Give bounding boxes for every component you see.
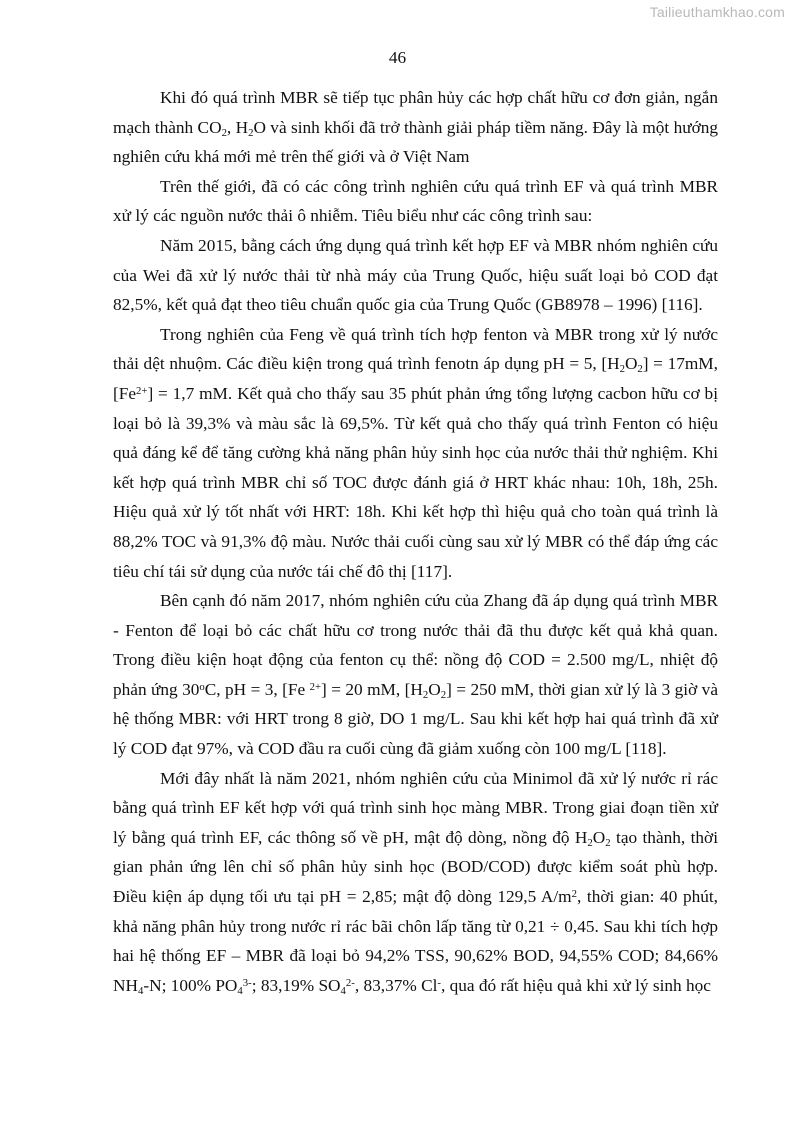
- superscript: o: [199, 681, 205, 694]
- text-run: O: [428, 679, 441, 699]
- text-run: O và sinh khối đã trở thành giải pháp tiềm năng. Đây là một hướng nghiên cứu khá mới mẻ trên thế giới và ở Việt Nam: [113, 117, 718, 167]
- page-number: 46: [388, 48, 407, 67]
- superscript: 3-: [242, 977, 252, 989]
- text-run: ] = 20 mM, [H: [321, 679, 423, 699]
- watermark: Tailieuthamkhao.com: [649, 4, 785, 20]
- text-run: Trên thế giới, đã có các công trình nghiên cứu quá trình EF và quá trình MBR xử lý các nguồn nước thải ô nhiễm. Tiêu biểu như các công trình sau:: [113, 176, 718, 226]
- text-run: Bên cạnh đó năm 2017, nhóm nghiên cứu của Zhang đã áp dụng quá trình MBR - Fenton để loại bỏ các chất hữu cơ trong nước thải đã thu được kết quả khả quan. Trong điều kiện hoạt động của fenton cụ thể: nồng độ COD = 2.500 mg/L, nhiệt độ phản ứng 30: [113, 591, 718, 699]
- superscript: 2: [571, 888, 577, 901]
- text-run: Mới đây nhất là năm 2021, nhóm nghiên cứu của Minimol đã xử lý nước rỉ rác bằng quá trình EF kết hợp với quá trình sinh học màng MBR. Trong giai đoạn tiền xử lý bằng quá trình EF, các thông số về pH, mật độ dòng, nồng độ H: [113, 768, 718, 847]
- text-run: , thời gian: 40 phút, khả năng phân hủy trong nước rỉ rác bãi chôn lấp tăng từ 0,21 ÷ 0,45. Sau khi tích hợp hai hệ thống EF – MBR đã loại bỏ 94,2% TSS, 90,62% BOD, 94,55% COD; 84,66% NH: [113, 887, 718, 995]
- paragraph: [113, 231, 718, 320]
- subscript: 2: [605, 836, 611, 849]
- text-run: C, pH = 3, [Fe: [204, 679, 310, 699]
- paragraph: [113, 172, 718, 231]
- paragraph: [113, 320, 718, 586]
- text-run: Năm 2015, bằng cách ứng dụng quá trình kết hợp EF và MBR nhóm nghiên cứu của Wei đã xử lý nước thải từ nhà máy của Trung Quốc, hiệu suất loại bỏ COD đạt 82,5%, kết quả đạt theo tiêu chuẩn quốc gia của Trung Quốc (GB8978 – 1996) [116].: [113, 235, 718, 315]
- text-run: Khi đó quá trình MBR sẽ tiếp tục phân hủy các hợp chất hữu cơ đơn giản, ngắn mạch thành CO: [113, 88, 718, 137]
- subscript: 4: [237, 984, 243, 997]
- subscript: 2: [619, 363, 625, 376]
- paragraph: [113, 764, 718, 1001]
- text-run: ] = 17mM, [Fe: [113, 354, 718, 403]
- subscript: 2: [440, 688, 447, 701]
- text-run: -N; 100% PO: [143, 975, 238, 995]
- subscript: 2: [637, 363, 643, 376]
- text-run: , 83,37% Cl: [354, 975, 438, 995]
- paragraph: [113, 83, 718, 172]
- subscript: 2: [221, 126, 227, 139]
- subscript: 2: [248, 126, 254, 139]
- superscript: -: [437, 977, 441, 989]
- text-run: ; 83,19% SO: [251, 975, 341, 995]
- text-run: , qua đó rất hiệu quả khi xử lý sinh học: [440, 975, 711, 995]
- text-run: ] = 1,7 mM. Kết quả cho thấy sau 35 phút phản ứng tổng lượng cacbon hữu cơ bị loại bỏ là 39,3% và màu sắc là 69,5%. Từ kết quả cho thấy quá trình Fenton có hiệu quả đáng kể để tăng cường khả năng phân hủy sinh học của nước thải thử nghiệm. Khi kết hợp quá trình MBR chỉ số TOC được đánh giá ở HRT khác nhau: 10h, 18h, 25h. Hiệu quả xử lý tốt nhất với HRT: 18h. Khi kết hợp thì hiệu quả cho toàn quá trình là 88,2% TOC và 91,3% độ màu. Nước thải cuối cùng sau xử lý MBR có thể đáp ứng các tiêu chí tái sử dụng của nước tái chế đô thị [117].: [113, 383, 718, 581]
- text-run: tạo thành, thời gian phản ứng lên chỉ số phân hủy sinh học (BOD/COD) được kiểm soát phù hợp. Điều kiện áp dụng tối ưu tại pH = 2,85; mật độ dòng 129,5 A/m: [113, 827, 718, 907]
- subscript: 2: [422, 688, 429, 701]
- document-body: [113, 83, 718, 1000]
- text-run: Trong nghiên của Feng về quá trình tích hợp fenton và MBR trong xử lý nước thải dệt nhuộm. Các điều kiện trong quá trình fenotn áp dụng pH = 5, [H: [113, 324, 718, 374]
- subscript: 4: [137, 984, 144, 997]
- subscript: 2: [587, 836, 593, 849]
- superscript: 2+: [136, 385, 148, 398]
- superscript: 2-: [345, 977, 355, 989]
- paragraph: [113, 586, 718, 764]
- subscript: 4: [340, 984, 346, 997]
- superscript: 2+: [309, 681, 322, 694]
- text-run: ] = 250 mM, thời gian xử lý là 3 giờ và hệ thống MBR: với HRT trong 8 giờ, DO 1 mg/L. Sau khi kết hợp hai quá trình đã xử lý COD đạt 97%, và COD đầu ra cuối cùng đã giảm xuống còn 100 mg/L [118].: [113, 679, 718, 759]
- text-run: O: [592, 827, 606, 847]
- text-run: , H: [226, 117, 249, 137]
- text-run: O: [624, 354, 638, 374]
